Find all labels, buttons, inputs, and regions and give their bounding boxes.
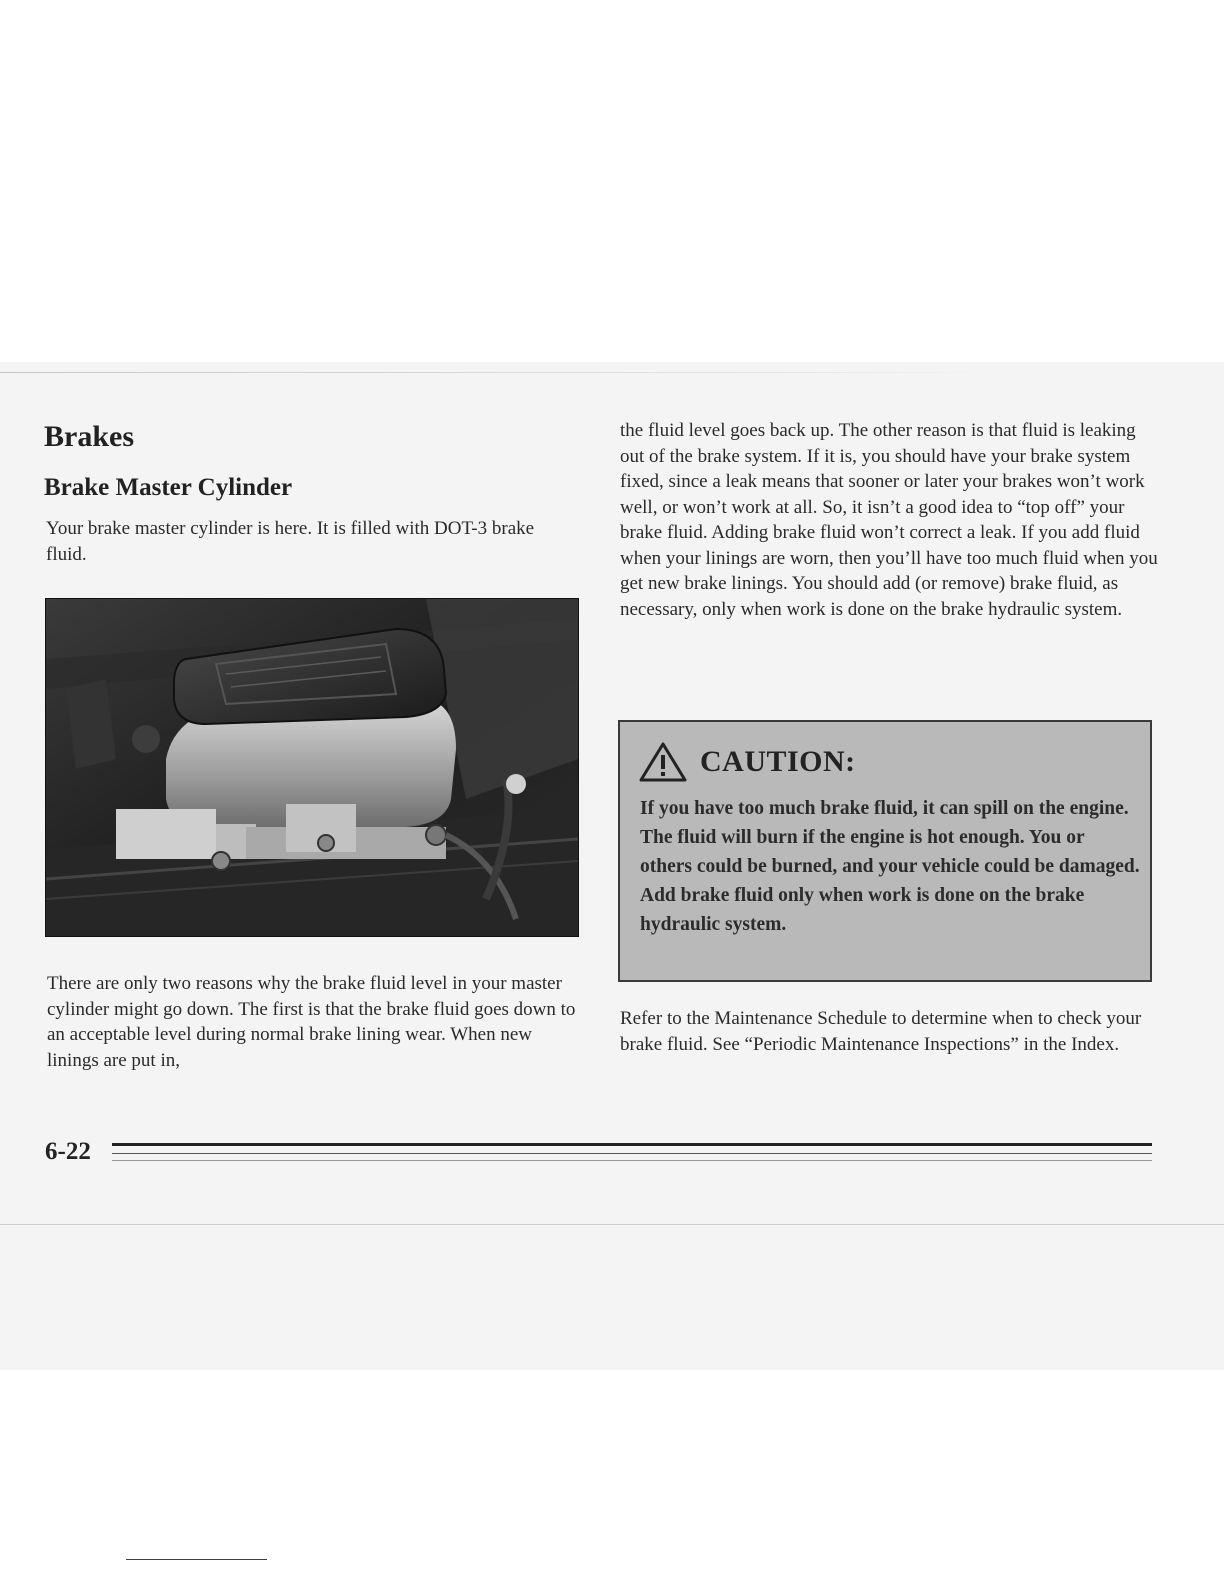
caution-header: [638, 740, 856, 784]
brake-master-cylinder-photo: [45, 598, 579, 937]
subsection-heading: Brake Master Cylinder: [44, 474, 293, 501]
reasons-paragraph: There are only two reasons why the brake fluid level in your master cylinder might go down. The first is that the brake fluid goes down to an acceptable level during normal brake lining wear. When new linings are put in,: [47, 973, 576, 1071]
bottom-divider: [0, 1224, 1224, 1225]
warning-triangle-icon: [638, 741, 688, 783]
caution-title: CAUTION:: [700, 745, 856, 778]
refer-paragraph: Refer to the Maintenance Schedule to determine when to check your brake fluid. See “Periodic Maintenance Inspections” in the Index.: [620, 1008, 1142, 1055]
stray-underline: [126, 1559, 267, 1560]
footer-rule-thin: [112, 1153, 1152, 1154]
footer-rule-faint: [112, 1160, 1152, 1161]
section-heading: Brakes: [44, 420, 134, 453]
continuation-paragraph: the fluid level goes back up. The other reason is that fluid is leaking out of the brake system. If it is, you should have your brake system fixed, since a leak means that sooner or later your brakes won’t work well, or won’t work at all. So, it isn’t a good idea to “top off” your brake fluid. Adding brake fluid won’t correct a leak. If you add fluid when your linings are worn, then you’ll have too much fluid when you get new brake linings. You should add (or remove) brake fluid, as necessary, only when work is done on the brake hydraulic system.: [620, 420, 1158, 620]
footer-rule: [112, 1143, 1152, 1146]
intro-paragraph: Your brake master cylinder is here. It is filled with DOT-3 brake fluid.: [46, 518, 535, 565]
caution-box: [618, 720, 1152, 982]
caution-text: If you have too much brake fluid, it can spill on the engine. The fluid will burn if the engine is hot enough. You or others could be burned, and your vehicle could be damaged. Add brake fluid only when work is done on the brake hydraulic system.: [640, 798, 1140, 935]
top-divider: [0, 372, 1000, 373]
page-number: 6-22: [45, 1138, 91, 1165]
